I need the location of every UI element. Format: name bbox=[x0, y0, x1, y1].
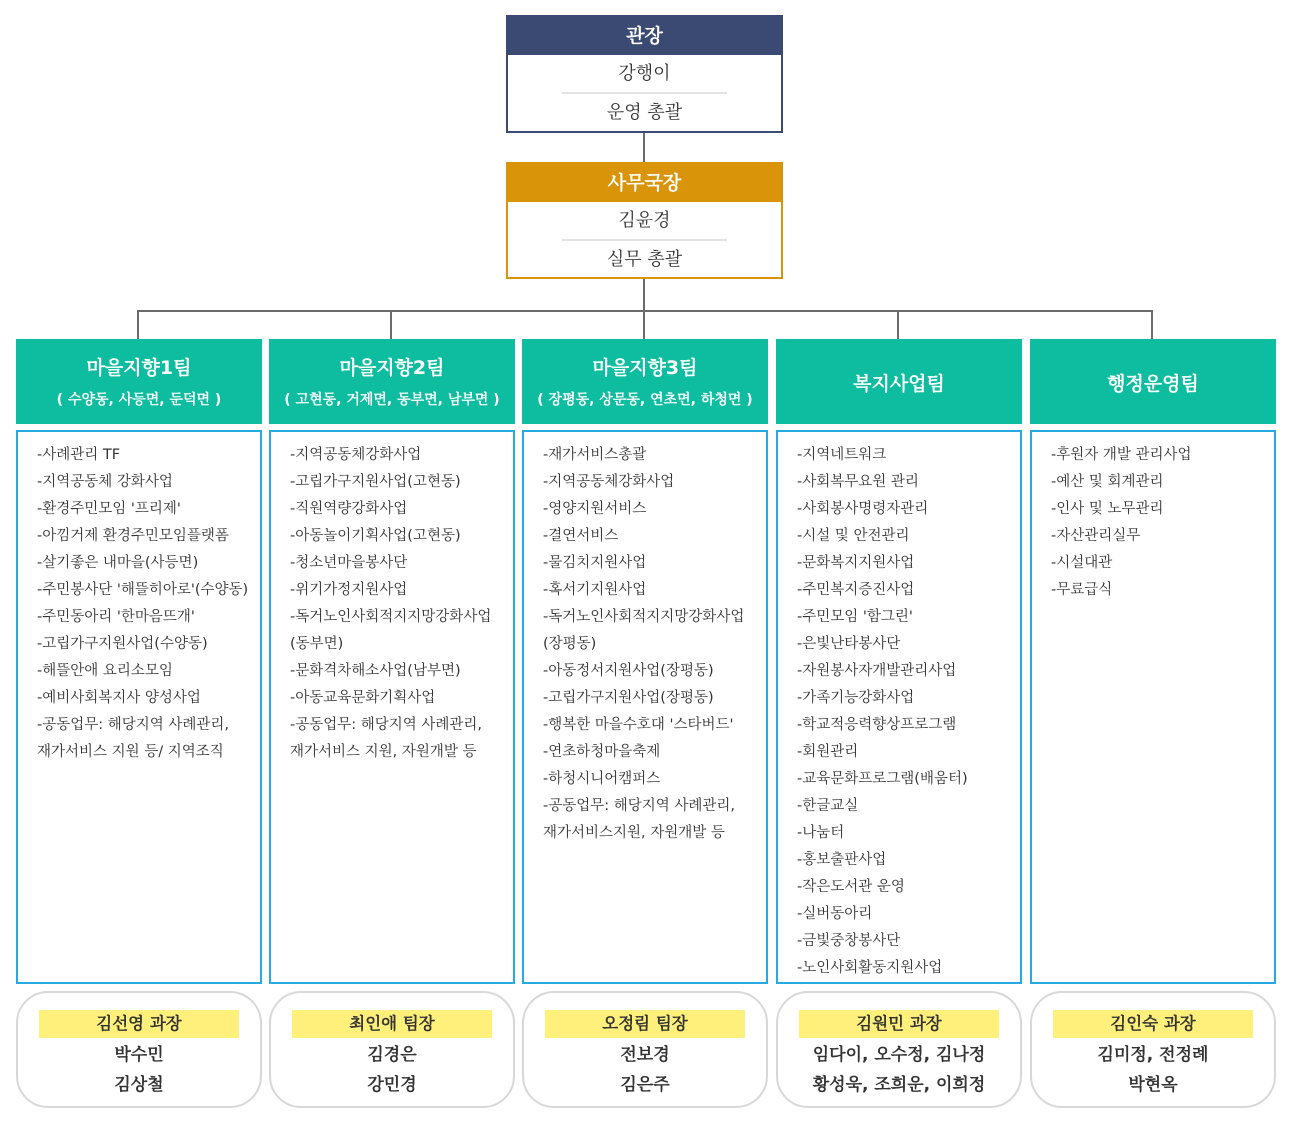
team-header bbox=[522, 339, 768, 424]
duty-item: -고립가구지원사업(장평동) bbox=[543, 690, 714, 706]
team-area: ( 장평동, 상문동, 연초면, 하청면 ) bbox=[537, 392, 753, 408]
team-duties-box bbox=[522, 430, 768, 984]
connector-team4 bbox=[897, 310, 899, 339]
duty-item: -공동업무: 해당지역 사례관리, bbox=[37, 717, 230, 733]
duty-item: -주민봉사단 '해뜰히아로'(수양동) bbox=[37, 582, 249, 598]
duty-item: -아동놀이기획사업(고현동) bbox=[290, 528, 461, 544]
duty-item: -예비사회복지사 양성사업 bbox=[37, 690, 201, 706]
team-staff-box bbox=[1030, 991, 1276, 1108]
team-header bbox=[1030, 339, 1276, 424]
team-staff-box bbox=[269, 991, 515, 1108]
connector-team2 bbox=[390, 310, 392, 339]
duty-item: -실버동아리 bbox=[797, 906, 873, 922]
duty-item: -지역공동체강화사업 bbox=[290, 447, 422, 463]
duty-item: -지역공동체 강화사업 bbox=[37, 474, 173, 490]
team-staff-box bbox=[16, 991, 262, 1108]
duty-item: -독거노인사회적지지망강화사업 bbox=[290, 609, 492, 625]
duty-item: -예산 및 회계관리 bbox=[1051, 474, 1164, 490]
duty-item: -인사 및 노무관리 bbox=[1051, 501, 1164, 517]
duty-item: -연초하청마을축제 bbox=[543, 744, 661, 760]
connector-team3 bbox=[643, 310, 645, 339]
duty-item: -주민모임 '함그린' bbox=[797, 609, 913, 625]
team-members: 김미정, 전정례 bbox=[1097, 1045, 1209, 1065]
connector-horizontal bbox=[137, 310, 1153, 312]
duty-item: -후원자 개발 관리사업 bbox=[1051, 447, 1192, 463]
duty-item: -아동교육문화기획사업 bbox=[290, 690, 436, 706]
duty-item: -고립가구지원사업(고현동) bbox=[290, 474, 461, 490]
connector-team5 bbox=[1151, 310, 1153, 339]
duty-item: -무료급식 bbox=[1051, 582, 1113, 598]
connector-director-secgen bbox=[643, 133, 645, 162]
duty-item: -재가서비스총괄 bbox=[543, 447, 647, 463]
team-area: ( 수양동, 사등면, 둔덕면 ) bbox=[56, 392, 222, 408]
secretary-general-box bbox=[506, 162, 783, 279]
team-members: 강민경 bbox=[367, 1075, 417, 1095]
director-name: 강행이 bbox=[618, 63, 671, 84]
team-duties-box bbox=[16, 430, 262, 984]
team-members: 임다이, 오수정, 김나정 bbox=[812, 1045, 986, 1065]
secretary-general-title: 사무국장 bbox=[508, 164, 781, 202]
duty-item: -공동업무: 해당지역 사례관리, bbox=[290, 717, 483, 733]
team-name: 마을지향3팀 bbox=[592, 357, 698, 379]
duty-item: (동부면) bbox=[290, 636, 344, 652]
duty-item: -영양지원서비스 bbox=[543, 501, 647, 517]
duty-item: -공동업무: 해당지역 사례관리, bbox=[543, 798, 736, 814]
team-name: 마을지향2팀 bbox=[339, 357, 445, 379]
duty-item: -물김치지원사업 bbox=[543, 555, 647, 571]
team-members: 박수민 bbox=[114, 1045, 164, 1065]
duty-item: -살기좋은 내마을(사등면) bbox=[37, 555, 199, 571]
duty-item: (장평동) bbox=[543, 636, 597, 652]
duty-item: -위기가정지원사업 bbox=[290, 582, 408, 598]
duty-item: 재가서비스 지원 등/ 지역조직 bbox=[37, 744, 224, 760]
team-leader: 오정림 팀장 bbox=[545, 1010, 745, 1038]
duty-item: -자원봉사자개발관리사업 bbox=[797, 663, 957, 679]
duty-item: -주민복지증진사업 bbox=[797, 582, 915, 598]
duty-item: -자산관리실무 bbox=[1051, 528, 1141, 544]
secretary-general-role: 실무 총괄 bbox=[606, 249, 683, 270]
connector-team1 bbox=[137, 310, 139, 339]
duty-item: -아동정서지원사업(장평동) bbox=[543, 663, 714, 679]
duty-item: -결연서비스 bbox=[543, 528, 619, 544]
duty-item: 재가서비스지원, 자원개발 등 bbox=[543, 825, 725, 841]
team-duties-box bbox=[776, 430, 1022, 984]
duty-item: -홍보출판사업 bbox=[797, 852, 887, 868]
duty-item: -직원역량강화사업 bbox=[290, 501, 408, 517]
duty-item: -가족기능강화사업 bbox=[797, 690, 915, 706]
duty-item: -해뜰안애 요리소모임 bbox=[37, 663, 173, 679]
connector-secgen-down bbox=[643, 279, 645, 310]
duty-item: -노인사회활동지원사업 bbox=[797, 960, 943, 976]
duty-item: -혹서기지원사업 bbox=[543, 582, 647, 598]
team-name: 행정운영팀 bbox=[1107, 373, 1199, 395]
team-members: 김상철 bbox=[114, 1075, 164, 1095]
team-header bbox=[16, 339, 262, 424]
duty-item: -한글교실 bbox=[797, 798, 859, 814]
secretary-general-name: 김윤경 bbox=[618, 210, 671, 231]
duty-item: -시설대관 bbox=[1051, 555, 1113, 571]
team-name: 복지사업팀 bbox=[853, 373, 945, 395]
director-role: 운영 총괄 bbox=[606, 102, 683, 123]
team-staff-box bbox=[522, 991, 768, 1108]
duty-item: -작은도서관 운영 bbox=[797, 879, 905, 895]
duty-item: -회원관리 bbox=[797, 744, 859, 760]
team-leader: 김인숙 과장 bbox=[1053, 1010, 1253, 1038]
team-header bbox=[269, 339, 515, 424]
team-members: 박현옥 bbox=[1128, 1075, 1178, 1095]
duty-item: -사회복무요원 관리 bbox=[797, 474, 919, 490]
team-members: 전보경 bbox=[620, 1045, 670, 1065]
duty-item: -금빛중창봉사단 bbox=[797, 933, 901, 949]
duty-item: -사례관리 TF bbox=[37, 447, 121, 463]
team-leader: 김선영 과장 bbox=[39, 1010, 239, 1038]
director-box bbox=[506, 15, 783, 133]
duty-item: 재가서비스 지원, 자원개발 등 bbox=[290, 744, 477, 760]
duty-item: -주민동아리 '한마음뜨개' bbox=[37, 609, 195, 625]
duty-item: -은빛난타봉사단 bbox=[797, 636, 901, 652]
director-title: 관장 bbox=[508, 17, 781, 55]
team-leader: 김원민 과장 bbox=[799, 1010, 999, 1038]
duty-item: -행복한 마을수호대 '스타버드' bbox=[543, 717, 734, 733]
duty-item: -고립가구지원사업(수양동) bbox=[37, 636, 208, 652]
team-members: 김경은 bbox=[367, 1045, 417, 1065]
team-duties-box bbox=[1030, 430, 1276, 984]
team-header bbox=[776, 339, 1022, 424]
team-leader: 최인애 팀장 bbox=[292, 1010, 492, 1038]
duty-item: -문화복지지원사업 bbox=[797, 555, 915, 571]
duty-item: -학교적응력향상프로그램 bbox=[797, 717, 957, 733]
duty-item: -지역공동체강화사업 bbox=[543, 474, 675, 490]
team-staff-box bbox=[776, 991, 1022, 1108]
team-members: 황성욱, 조희운, 이희정 bbox=[812, 1075, 986, 1095]
team-name: 마을지향1팀 bbox=[86, 357, 192, 379]
duty-item: -지역네트워크 bbox=[797, 447, 887, 463]
team-duties-box bbox=[269, 430, 515, 984]
duty-item: -아낌거제 환경주민모임플랫폼 bbox=[37, 528, 229, 544]
team-area: ( 고현동, 거제면, 동부면, 남부면 ) bbox=[284, 392, 500, 408]
duty-item: -독거노인사회적지지망강화사업 bbox=[543, 609, 745, 625]
duty-item: -교육문화프로그램(배움터) bbox=[797, 771, 968, 787]
duty-item: -문화격차해소사업(남부면) bbox=[290, 663, 461, 679]
team-members: 김은주 bbox=[620, 1075, 670, 1095]
duty-item: -환경주민모임 '프리제' bbox=[37, 501, 181, 517]
duty-item: -청소년마을봉사단 bbox=[290, 555, 408, 571]
duty-item: -시설 및 안전관리 bbox=[797, 528, 910, 544]
duty-item: -하청시니어캠퍼스 bbox=[543, 771, 661, 787]
duty-item: -나눔터 bbox=[797, 825, 845, 841]
duty-item: -사회봉사명령자관리 bbox=[797, 501, 929, 517]
